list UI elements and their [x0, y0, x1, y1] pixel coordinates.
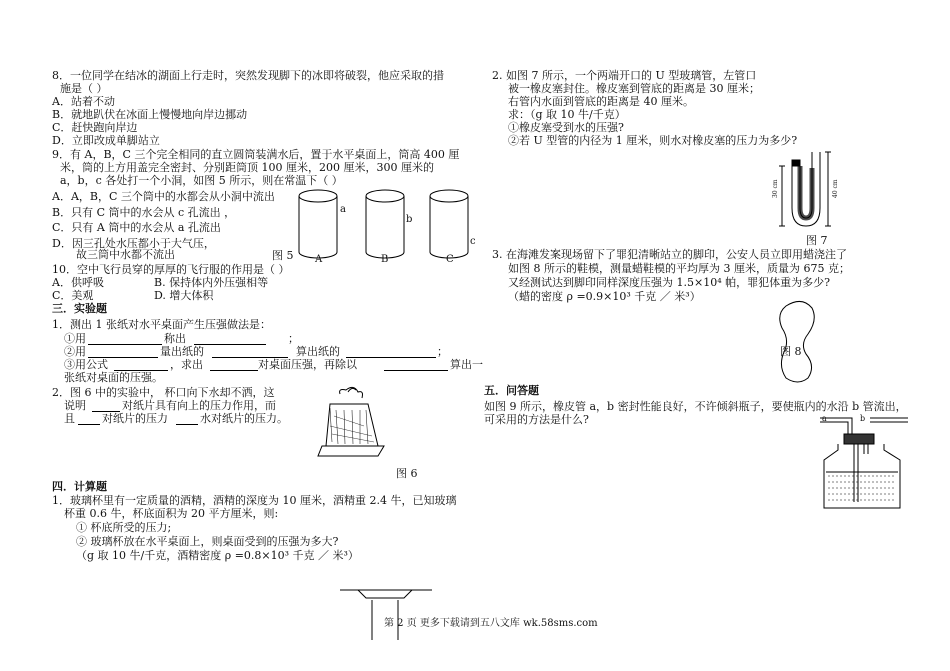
fig5-label-c: C [446, 254, 454, 265]
ex2-line2-prefix: 说明 [64, 399, 86, 412]
q8-option-d: D．立即改成单脚站立 [52, 134, 160, 147]
fig7-left-dimension: 30 cm [772, 179, 779, 198]
q9-option-b: B．只有 C 筒中的水会从 c 孔流出 ， [52, 206, 236, 219]
ex2-line3-prefix: 且 [64, 412, 75, 425]
fig5-hole-b: b [406, 214, 413, 225]
q9-option-a: A．A，B，C 三个筒中的水都会从小洞中流出 [52, 190, 275, 203]
q9-option-d-line1: D．因三孔处水压都小于大气压， [52, 237, 215, 250]
fig5-label-b: B [381, 254, 389, 265]
calc3-line4: （蜡的密度 ρ =0.9×10³ 千克 ／ 米³） [508, 290, 701, 303]
calc2-line6: ②若 U 型管的内径为 1 厘米，则水对橡皮塞的压力为多少? [508, 134, 798, 147]
ex1-step3-tail: 张纸对桌面的压强。 [64, 371, 163, 384]
section-4-title: 四．计算题 [52, 480, 107, 493]
figure-7-u-tube [772, 146, 832, 230]
q8-stem-line1: 8．一位同学在结冰的湖面上行走时，突然发现脚下的冰即将破裂，他应采取的措 [52, 69, 444, 82]
fig5-caption: 图 5 [272, 249, 294, 262]
q10-option-d: D. 增大体积 [154, 289, 214, 302]
q8-option-c: C．赶快跑向岸边 [52, 121, 138, 134]
ex1-step2-end: ； [437, 345, 448, 358]
ex2-line3-end: 水对纸片的压力。 [200, 412, 288, 425]
q9-stem-line1: 9．有 A，B，C 三个完全相同的直立圆筒装满水后，置于水平桌面上，筒高 400 厘 [52, 148, 460, 161]
fig7-caption: 图 7 [806, 234, 828, 247]
fig9-label-a: a [822, 414, 827, 423]
ex2-line1: 2．图 6 中的实验中， 杯口向下水却不洒，这 [52, 386, 275, 399]
figure-8-shoe-mold [772, 300, 824, 384]
ex1-stem: 1．测出 1 张纸对水平桌面产生压强做法是： [52, 318, 271, 331]
ex1-step3-mid: ，求出 [170, 358, 203, 371]
ex1-blank-7[interactable] [210, 370, 258, 371]
ex1-blank-5[interactable] [346, 357, 436, 358]
q9-stem-line2: 米，筒的上方用盖完全密封、分别距筒顶 100 厘米，200 厘米，300 厘米的 [60, 161, 434, 174]
bottom-diagram [336, 578, 436, 642]
ex1-step2-mid: 量出纸的 [160, 345, 204, 358]
calc1-line1: 1．玻璃杯里有一定质量的酒精，酒精的深度为 10 厘米，酒精重 2.4 牛，已知玻璃 [52, 494, 457, 507]
q8-option-b: B．就地趴伏在冰面上慢慢地向岸边挪动 [52, 108, 248, 121]
ex1-step2-mid2: 算出纸的 [296, 345, 340, 358]
q10-option-b: B. 保持体内外压强相等 [154, 276, 269, 289]
ex1-step2-prefix: ②用 [64, 345, 86, 358]
calc1-line5: （g 取 10 牛/千克，酒精密度 ρ =0.8×10³ 千克 ／ 米³） [76, 549, 359, 562]
ex1-step1-mid: 称出 [164, 332, 186, 345]
ex1-blank-2[interactable] [194, 344, 266, 345]
calc2-line5: ①橡皮塞受到水的压强? [508, 121, 624, 134]
figure-6-inverted-cup [318, 386, 388, 462]
q8-stem-line2: 施是（ ） [60, 82, 108, 95]
qa-line2: 可采用的方法是什么? [484, 413, 589, 426]
ex1-step3-prefix: ③用公式 [64, 358, 108, 371]
q9-option-d-line2: 故三筒中水都不流出 [76, 248, 175, 261]
ex2-line3-mid: 对纸片的压力 [102, 412, 168, 425]
calc2-line1: 2. 如图 7 所示，一个两端开口的 U 型玻璃管，左管口 [492, 69, 757, 82]
ex1-blank-8[interactable] [384, 370, 448, 371]
fig8-caption: 图 8 [780, 345, 802, 358]
section-5-title: 五．问答题 [484, 384, 539, 397]
fig7-right-dimension: 40 cm [832, 179, 839, 198]
calc1-line2: 杯重 0.6 牛，杯底面积为 20 平方厘米，则: [64, 507, 279, 520]
fig6-caption: 图 6 [396, 467, 418, 480]
q9-stem-line3: a，b，c 各处打一个小洞，如图 5 所示，则在常温下（ ） [60, 174, 343, 187]
qa-line1: 如图 9 所示，橡皮管 a，b 密封性能良好，不许倾斜瓶子，要使瓶内的水沿 b 管流出， [484, 400, 907, 413]
calc3-line3: 又经测试达到脚印同样深度压强为 1.5×10⁴ 帕，罪犯体重为多少? [508, 276, 831, 289]
calc3-line1: 3. 在海滩发案现场留下了罪犯清晰站立的脚印，公安人员立即用蜡浇注了 [492, 248, 847, 261]
calc2-line2: 被一橡皮塞封住。橡皮塞到管底的距离是 30 厘米； [508, 82, 760, 95]
ex1-step3-mid2: 对桌面压强，再除以 [258, 358, 357, 371]
calc1-line3: ① 杯底所受的压力; [76, 521, 172, 534]
q10-stem: 10．空中飞行员穿的厚厚的飞行服的作用是（ ） [52, 263, 290, 276]
calc3-line2: 如图 8 所示的鞋模，测量蜡鞋模的平均厚为 3 厘米，质量为 675 克； [508, 262, 850, 275]
calc2-line4: 求：（g 取 10 牛/千克） [508, 108, 626, 121]
fig5-hole-c: c [470, 236, 476, 247]
calc2-line3: 右管内水面到管底的距离是 40 厘米。 [508, 95, 694, 108]
ex2-blank-2[interactable] [78, 424, 100, 425]
calc1-line4: ② 玻璃杯放在水平桌面上，则桌面受到的压强为多大? [76, 535, 339, 548]
q10-option-c: C．美观 [52, 289, 94, 302]
ex1-step3-end: 算出一 [450, 358, 483, 371]
fig9-label-b: b [860, 414, 866, 423]
page-footer: 第 2 页 更多下载请到五八文库 wk.58sms.com [384, 618, 598, 629]
q10-option-a: A．供呼吸 [52, 276, 104, 289]
ex1-step1-prefix: ①用 [64, 332, 86, 345]
fig5-hole-a: a [340, 204, 346, 215]
section-3-title: 三．实验题 [52, 302, 107, 315]
q8-option-a: A．站着不动 [52, 95, 115, 108]
ex2-blank-3[interactable] [176, 424, 198, 425]
ex1-step1-end: ； [288, 332, 299, 345]
ex2-line2-rest: 对纸片具有向上的压力作用，而 [122, 399, 276, 412]
fig5-label-a: A [315, 254, 323, 265]
q9-option-c: C．只有 A 筒中的水会从 a 孔流出 [52, 221, 221, 234]
figure-9-bottle [818, 414, 910, 512]
ex1-blank-1[interactable] [88, 344, 162, 345]
